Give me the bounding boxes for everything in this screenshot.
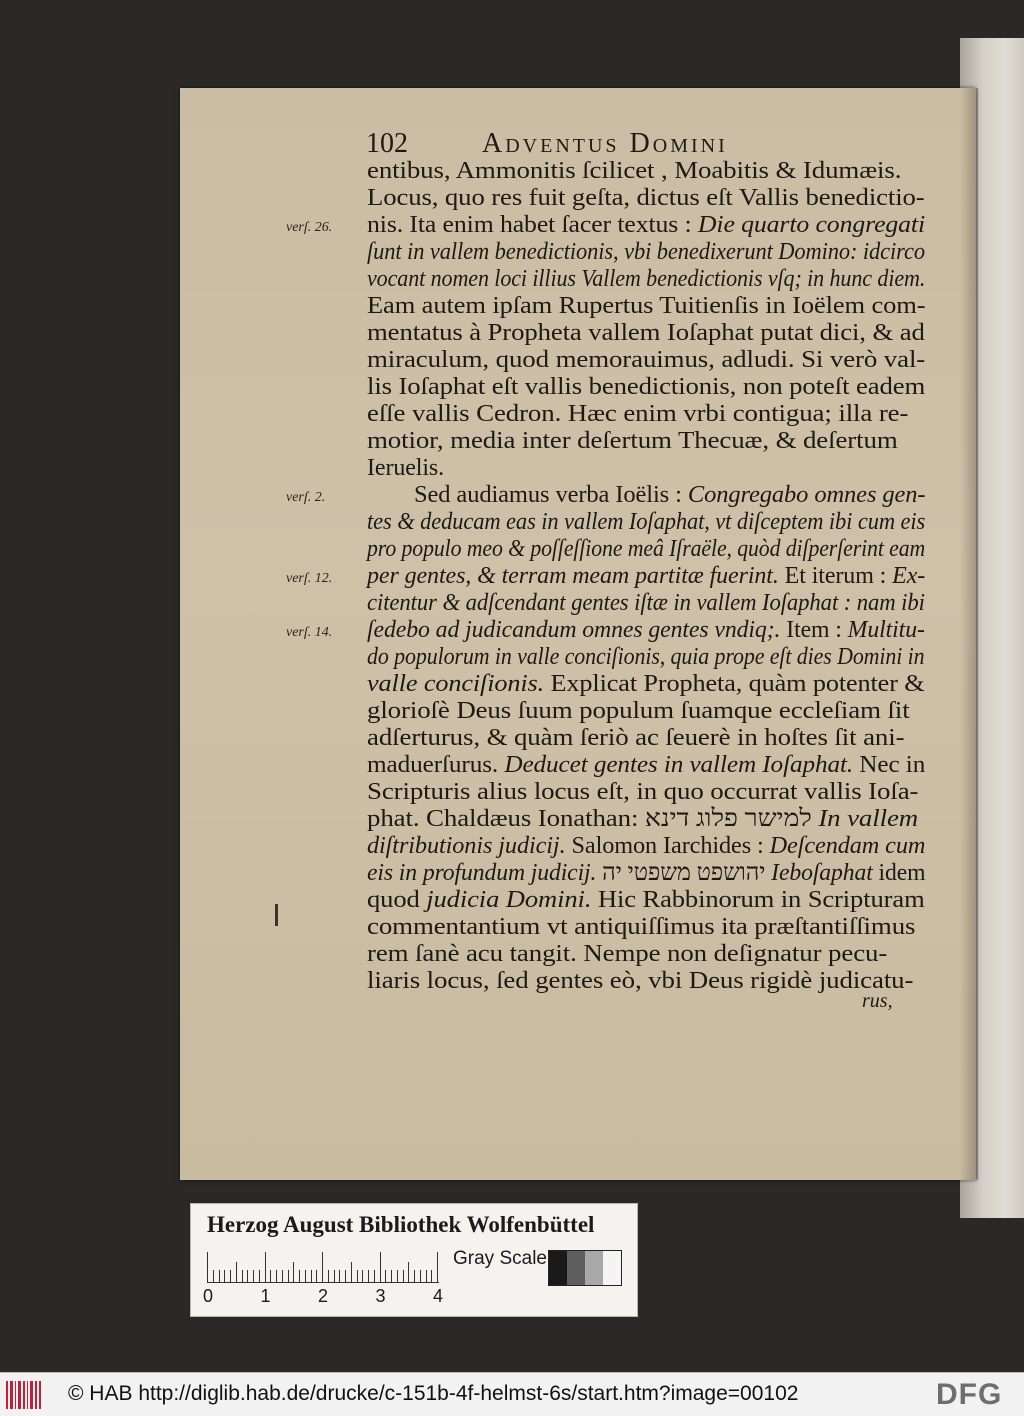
roman-run: mentatus à Propheta vallem Ioſaphat putat dici, & ad bbox=[367, 320, 925, 346]
roman-run: entibus, Ammonitis ſcilicet , Moabitis & Idumæis. bbox=[367, 158, 902, 184]
ruler-tick bbox=[408, 1262, 409, 1282]
text-line bbox=[367, 833, 925, 860]
text-line bbox=[367, 401, 908, 428]
roman-run: Ieruelis. bbox=[367, 455, 445, 481]
color-reference-card bbox=[190, 1203, 638, 1317]
text-line bbox=[367, 455, 444, 482]
scale-ruler bbox=[207, 1252, 439, 1283]
hab-barcode-icon bbox=[6, 1381, 46, 1409]
margin-note: verſ. 2. bbox=[286, 490, 326, 505]
roman-run: Eam autem ipſam Rupertus Tuitienſis in Ioëlem com- bbox=[367, 293, 926, 319]
page-number: 102 bbox=[366, 128, 408, 159]
ruler-tick bbox=[253, 1270, 254, 1282]
text-line bbox=[367, 239, 925, 266]
ruler-tick bbox=[431, 1270, 432, 1282]
ruler-tick bbox=[391, 1270, 392, 1282]
italic-run: judicia Domini. bbox=[426, 887, 592, 913]
text-line bbox=[367, 725, 904, 752]
roman-run: phat. Chaldæus Ionathan: למישר פלוג דינא bbox=[367, 806, 819, 832]
text-line bbox=[367, 941, 887, 968]
italic-run: tes & deducam eas in vallem Ioſaphat, vt diſceptem ibi cum eis bbox=[367, 509, 926, 535]
ruler-number: 1 bbox=[260, 1286, 271, 1306]
ruler-tick bbox=[265, 1252, 266, 1282]
gray-scale-label: Gray Scale bbox=[453, 1248, 547, 1269]
margin-note: verſ. 12. bbox=[286, 571, 333, 586]
ruler-tick bbox=[270, 1270, 271, 1282]
ruler-number: 2 bbox=[318, 1286, 329, 1306]
text-line bbox=[367, 536, 925, 563]
roman-run: maduerſurus. bbox=[367, 752, 505, 778]
ruler-tick bbox=[305, 1270, 306, 1282]
italic-run: ſedebo ad judicandum omnes gentes vndiq;. bbox=[367, 617, 781, 643]
italic-run: Deſcendam cum bbox=[769, 833, 926, 859]
ruler-number: 4 bbox=[433, 1286, 444, 1306]
roman-run: miraculum, quod memorauimus, adludi. Si verò val- bbox=[367, 347, 926, 373]
roman-run: Salomon Iarchides : bbox=[565, 833, 770, 859]
ruler-number: 0 bbox=[203, 1286, 214, 1306]
roman-run: quod bbox=[367, 887, 427, 913]
text-line bbox=[367, 698, 910, 725]
text-line bbox=[367, 158, 901, 185]
text-line bbox=[367, 860, 925, 887]
text-line bbox=[367, 563, 925, 590]
roman-run: Explicat Propheta, quàm potenter & bbox=[544, 671, 925, 697]
italic-run: Ieboſaphat bbox=[771, 860, 873, 886]
roman-run: adſerturus, & quàm ſeriò ac ſeuerè in hoſtes ſit ani- bbox=[367, 725, 905, 751]
text-line bbox=[367, 212, 925, 239]
roman-run: commentantium vt antiquiſſimus ita præſtantiſſimus bbox=[367, 914, 916, 940]
roman-run: Scripturis alius locus eſt, in quo occurrat vallis Ioſa- bbox=[367, 779, 919, 805]
ruler-tick bbox=[316, 1270, 317, 1282]
italic-run: Congregabo omnes gen- bbox=[687, 482, 926, 508]
ruler-tick bbox=[207, 1252, 208, 1282]
text-line bbox=[367, 617, 925, 644]
ruler-tick bbox=[362, 1270, 363, 1282]
italic-run: do populorum in valle conciſionis, quia prope eſt dies Domini in bbox=[367, 644, 925, 670]
page-gutter-shadow bbox=[960, 88, 978, 1180]
ruler-tick bbox=[403, 1270, 404, 1282]
roman-run: rem ſanè acu tangit. Nempe non deſignatur pecu- bbox=[367, 941, 888, 967]
text-line bbox=[367, 320, 925, 347]
dfg-logo: DFG bbox=[936, 1378, 1003, 1411]
ruler-tick bbox=[230, 1270, 231, 1282]
ruler-tick bbox=[426, 1270, 427, 1282]
ruler-tick bbox=[311, 1270, 312, 1282]
roman-run: Hic Rabbinorum in Scripturam bbox=[591, 887, 925, 913]
text-line bbox=[367, 590, 925, 617]
ruler-tick bbox=[276, 1270, 277, 1282]
ruler-tick bbox=[345, 1270, 346, 1282]
text-line bbox=[367, 185, 925, 212]
text-line bbox=[367, 914, 915, 941]
italic-run: ſunt in vallem benedictionis, vbi benedixerunt Domino: idcirco bbox=[367, 239, 925, 265]
margin-mark bbox=[275, 904, 278, 926]
roman-run: Locus, quo res fuit geſta, dictus eſt Vallis benedictio- bbox=[367, 185, 925, 211]
catchword: rus, bbox=[862, 990, 893, 1012]
footer-bar bbox=[0, 1372, 1024, 1416]
ruler-tick bbox=[437, 1252, 438, 1282]
ruler-tick bbox=[213, 1270, 214, 1282]
ruler-tick bbox=[414, 1270, 415, 1282]
text-line bbox=[367, 347, 925, 374]
ruler-tick bbox=[299, 1270, 300, 1282]
text-line bbox=[367, 968, 913, 995]
italic-run: pro populo meo & poſſeſſione meâ Iſraële, quòd diſperſerint eam bbox=[367, 536, 926, 562]
text-line bbox=[367, 779, 918, 806]
ruler-tick bbox=[368, 1270, 369, 1282]
text-line bbox=[367, 293, 925, 320]
roman-run: Et iterum : bbox=[778, 563, 893, 589]
ruler-tick bbox=[293, 1262, 294, 1282]
text-line bbox=[367, 752, 925, 779]
italic-run: vocant nomen loci illius Vallem benedictionis vſq; in hunc diem. bbox=[367, 266, 926, 292]
roman-run: eſſe vallis Cedron. Hæc enim vrbi contigua; illa re- bbox=[367, 401, 909, 427]
roman-run: liaris locus, ſed gentes eò, vbi Deus rigidè judicatu- bbox=[367, 968, 914, 994]
ruler-tick bbox=[288, 1270, 289, 1282]
ruler-tick bbox=[374, 1270, 375, 1282]
ruler-number: 3 bbox=[375, 1286, 386, 1306]
roman-run: lis Ioſaphat eſt vallis benedictionis, non poteſt eadem bbox=[367, 374, 926, 400]
roman-run: motior, media inter deſertum Thecuæ, & deſertum bbox=[367, 428, 898, 454]
roman-run: Nec in bbox=[853, 752, 926, 778]
gray-swatch bbox=[549, 1251, 567, 1285]
italic-run: Die quarto congregati bbox=[697, 212, 926, 238]
source-url[interactable]: © HAB http://diglib.hab.de/drucke/c-151b-4f-helmst-6s/start.htm?image=00102 bbox=[68, 1382, 799, 1405]
text-line bbox=[367, 374, 925, 401]
gray-scale-swatches bbox=[548, 1250, 622, 1286]
ruler-tick bbox=[224, 1270, 225, 1282]
ruler-tick bbox=[328, 1270, 329, 1282]
text-line bbox=[367, 671, 925, 698]
italic-run: valle conciſionis. bbox=[367, 671, 545, 697]
ruler-tick bbox=[334, 1270, 335, 1282]
roman-run: nis. Ita enim habet ſacer textus : bbox=[367, 212, 698, 238]
ruler-tick bbox=[259, 1270, 260, 1282]
ruler-tick bbox=[357, 1270, 358, 1282]
margin-note: verſ. 26. bbox=[286, 220, 333, 235]
italic-run: Ex- bbox=[892, 563, 926, 589]
gray-swatch bbox=[585, 1251, 603, 1285]
italic-run: In vallem bbox=[818, 806, 919, 832]
text-line bbox=[367, 266, 925, 293]
italic-run: diſtributionis judicij. bbox=[367, 833, 566, 859]
text-line bbox=[367, 644, 925, 671]
text-line bbox=[367, 887, 925, 914]
ruler-tick bbox=[339, 1270, 340, 1282]
italic-run: eis in profundum judicij. bbox=[367, 860, 597, 886]
roman-run: idem bbox=[872, 860, 926, 886]
card-title: Herzog August Bibliothek Wolfenbüttel bbox=[207, 1212, 595, 1237]
text-line bbox=[367, 428, 898, 455]
italic-run: Deducet gentes in vallem Ioſaphat. bbox=[504, 752, 854, 778]
ruler-tick bbox=[219, 1270, 220, 1282]
text-line bbox=[414, 482, 925, 509]
roman-run: Sed audiamus verba Ioëlis : bbox=[414, 482, 688, 508]
text-line bbox=[367, 806, 918, 833]
ruler-tick bbox=[236, 1262, 237, 1282]
running-head: Adventus Domini bbox=[482, 128, 728, 159]
ruler-tick bbox=[385, 1270, 386, 1282]
italic-run: per gentes, & terram meam partitæ fuerint. bbox=[367, 563, 779, 589]
roman-run: glorioſè Deus ſuum populum ſuamque eccleſiam ſit bbox=[367, 698, 910, 724]
ruler-tick bbox=[380, 1252, 381, 1282]
text-line bbox=[367, 509, 925, 536]
ruler-tick bbox=[282, 1270, 283, 1282]
margin-note: verſ. 14. bbox=[286, 625, 333, 640]
roman-run: יהושפט משפטי יה bbox=[596, 860, 772, 886]
ruler-tick bbox=[397, 1270, 398, 1282]
gray-swatch bbox=[603, 1251, 621, 1285]
italic-run: Multitu- bbox=[847, 617, 925, 643]
gray-swatch bbox=[567, 1251, 585, 1285]
italic-run: citentur & adſcendant gentes iſtæ in vallem Ioſaphat : nam ibi bbox=[367, 590, 925, 616]
ruler-tick bbox=[322, 1252, 323, 1282]
roman-run: Item : bbox=[780, 617, 848, 643]
ruler-tick bbox=[351, 1262, 352, 1282]
ruler-tick bbox=[242, 1270, 243, 1282]
ruler-tick bbox=[420, 1270, 421, 1282]
ruler-tick bbox=[247, 1270, 248, 1282]
